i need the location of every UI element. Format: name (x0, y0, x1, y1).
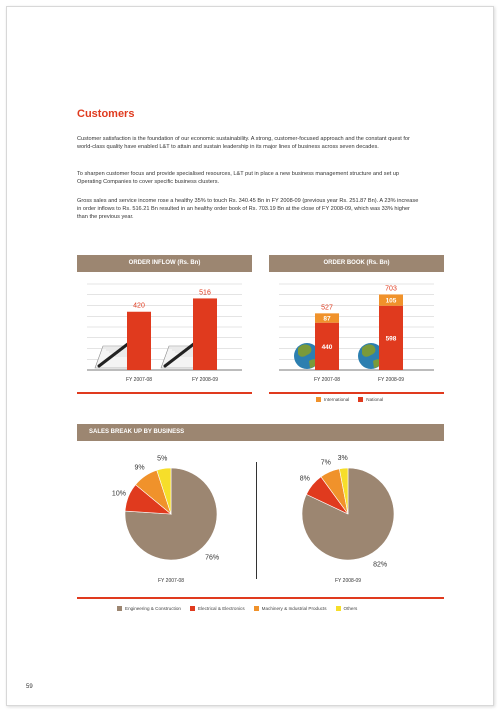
total-label: 527 (321, 304, 333, 312)
legend-label-others: Others (343, 606, 358, 611)
pie-percent-label: 8% (299, 475, 310, 483)
legend-machinery (254, 606, 327, 611)
category-label: FY 2008-09 (377, 377, 405, 383)
order-book-rule (269, 392, 444, 394)
segment-label: 440 (321, 343, 333, 351)
category-label: FY 2007-08 (313, 377, 341, 383)
order-inflow-rule (77, 392, 252, 394)
sales-breakup-header: SALES BREAK UP BY BUSINESS (77, 424, 444, 441)
legend-label-international: International (324, 397, 350, 402)
order-book-header: ORDER BOOK (Rs. Bn) (269, 255, 444, 272)
legend-swatch-national (358, 397, 363, 402)
total-label: 703 (385, 285, 397, 293)
segment-label: 87 (323, 315, 331, 323)
legend-swatch-machinery (254, 606, 259, 611)
pie-percent-label: 7% (320, 459, 331, 467)
order-book-chart (269, 272, 444, 392)
pie-title: FY 2007-08 (157, 578, 185, 584)
pie-percent-label: 76% (205, 554, 220, 562)
pie-percent-label: 82% (373, 561, 388, 569)
section-title: Customers (77, 108, 135, 120)
sales-pie-fy2008-09 (262, 445, 444, 595)
legend-others (336, 606, 358, 611)
order-inflow-chart (77, 272, 252, 392)
legend-national (358, 397, 383, 402)
pie-percent-label: 10% (111, 490, 126, 498)
paragraph-sales-growth: Gross sales and service income rose a healthy 35% to touch Rs. 340.45 Bn in FY 2008-09 (previous year Rs. 251.87 Bn). A 23% increase in order inflows to Rs. 516.21 Bn resulted in an healthy order book of Rs. 703.19 Bn at the close of FY 2008-09, which was 33% higher than the previous year. (77, 198, 419, 221)
legend-label-electrical: Electrical & Electronics (197, 606, 245, 611)
order-book-legend (316, 397, 392, 402)
pie-divider (256, 462, 257, 579)
sales-breakup-legend (117, 606, 366, 611)
legend-swatch-engineering (117, 606, 122, 611)
paragraph-customer-satisfaction: Customer satisfaction is the foundation of our economic sustainability. A strong, customer-focused approach and the constant quest for world-class quality have enabled L&T to attain and sustain leadership in its major lines of business across seven decades. (77, 136, 410, 151)
pie-title: FY 2008-09 (334, 578, 362, 584)
page-number: 59 (26, 684, 33, 690)
sales-breakup-rule (77, 597, 444, 599)
legend-international (316, 397, 349, 402)
legend-engineering (117, 606, 181, 611)
segment-label: 105 (385, 297, 397, 305)
legend-electrical (190, 606, 245, 611)
bar-FY 2008-09 (193, 298, 217, 370)
bar-FY 2007-08 (127, 312, 151, 370)
category-label: FY 2007-08 (125, 377, 153, 383)
legend-label-engineering: Engineering & Construction (125, 606, 181, 611)
legend-swatch-others (336, 606, 341, 611)
legend-label-national: National (366, 397, 384, 402)
value-label: 516 (199, 289, 211, 297)
pie-percent-label: 9% (134, 464, 145, 472)
legend-swatch-international (316, 397, 321, 402)
category-label: FY 2008-09 (191, 377, 219, 383)
legend-swatch-electrical (190, 606, 195, 611)
order-inflow-header: ORDER INFLOW (Rs. Bn) (77, 255, 252, 272)
segment-label: 598 (385, 335, 397, 343)
pie-percent-label: 3% (337, 455, 348, 463)
legend-label-machinery: Machinery & Industrial Products (261, 606, 327, 611)
pie-percent-label: 5% (157, 455, 168, 463)
sales-pie-fy2007-08 (77, 445, 257, 595)
value-label: 420 (133, 302, 145, 310)
paragraph-business-structure: To sharpen customer focus and provide specialised resources, L&T put in place a new business management structure and set up Operating Companies to cover specific business clusters. (77, 171, 400, 186)
